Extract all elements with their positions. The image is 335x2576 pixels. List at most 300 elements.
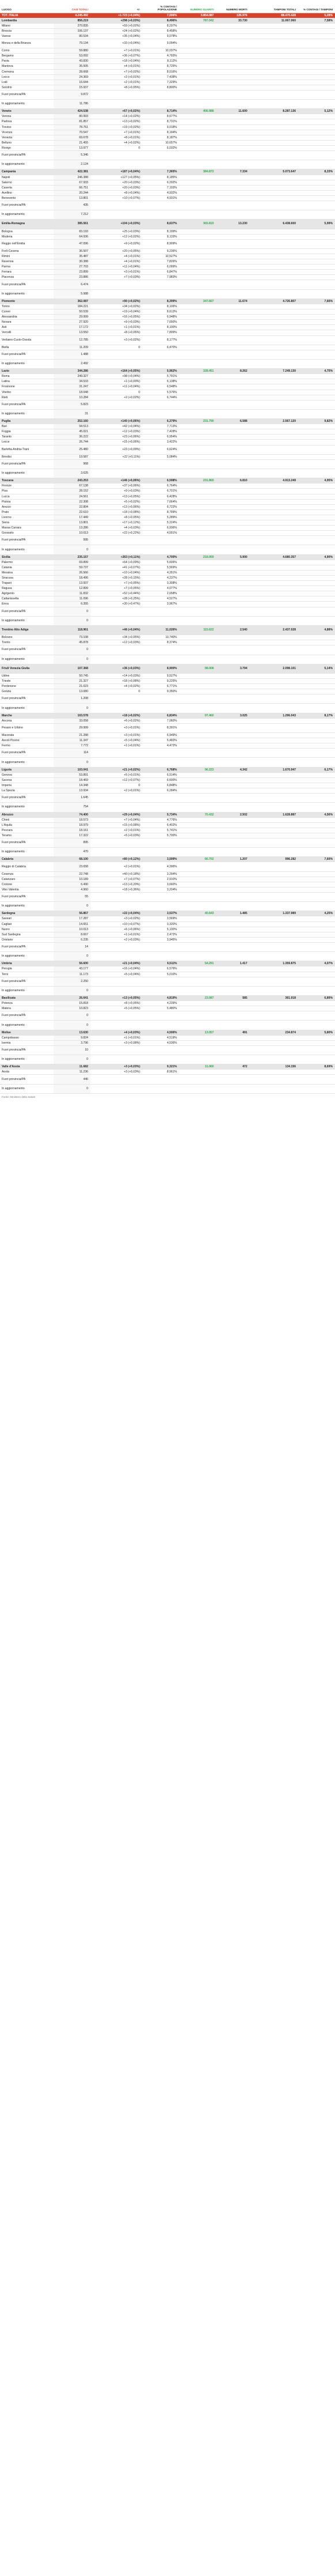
province-row[interactable] [0, 33, 335, 39]
province-row[interactable] [0, 916, 335, 921]
cell-cases: 6.474 [54, 280, 91, 289]
cell-delta: +29 (+0,04%) [91, 812, 142, 817]
province-row[interactable] [0, 640, 335, 645]
province-row[interactable] [0, 229, 335, 234]
province-row[interactable] [0, 607, 335, 616]
cell-swabs [250, 484, 298, 489]
province-row[interactable] [0, 409, 335, 418]
region-row[interactable] [0, 299, 335, 304]
cell-posrate [298, 248, 335, 254]
province-row[interactable] [0, 325, 335, 330]
region-row[interactable] [0, 812, 335, 817]
cell-posrate [298, 684, 335, 689]
province-row[interactable] [0, 454, 335, 459]
header-recovered[interactable]: NUMERO GUARITI [179, 0, 216, 13]
province-row[interactable] [0, 379, 335, 384]
province-row[interactable] [0, 718, 335, 723]
cell-place: Padova [0, 119, 54, 124]
cell-delta: +24 (+0,02%) [91, 28, 142, 33]
cell-posrate [298, 454, 335, 459]
cell-place: Bologna [0, 229, 54, 234]
cell-place: Cosenza [0, 871, 54, 877]
cell-per1000: 7,650% [142, 320, 179, 325]
cell-deaths [216, 54, 250, 59]
province-row[interactable] [0, 469, 335, 478]
province-row[interactable] [0, 39, 335, 48]
province-row[interactable] [0, 1011, 335, 1021]
cell-place: Siracusa [0, 576, 54, 581]
province-row[interactable] [0, 581, 335, 586]
cell-posrate: 9,82% [298, 419, 335, 424]
cell-posrate [298, 733, 335, 738]
province-row[interactable] [0, 135, 335, 140]
province-row[interactable] [0, 545, 335, 554]
province-row[interactable] [0, 817, 335, 822]
cell-posrate: 7,66% [298, 299, 335, 304]
province-row[interactable] [0, 254, 335, 259]
province-row[interactable] [0, 335, 335, 345]
province-row[interactable] [0, 90, 335, 99]
province-row[interactable] [0, 616, 335, 625]
region-row[interactable] [0, 369, 335, 374]
province-row[interactable] [0, 794, 335, 803]
region-row[interactable] [0, 713, 335, 718]
cell-swabs [250, 454, 298, 459]
province-row[interactable] [0, 704, 335, 713]
province-row[interactable] [0, 655, 335, 664]
header-posrate[interactable]: % CONTAGI / TAMPONI [298, 0, 335, 13]
region-row[interactable] [0, 419, 335, 424]
cell-recovered: 96.223 [179, 767, 216, 772]
region-row[interactable] [0, 109, 335, 114]
province-row[interactable] [0, 395, 335, 400]
cell-recovered [179, 893, 216, 902]
cell-cases: 235.157 [54, 554, 91, 560]
cell-recovered [179, 114, 216, 119]
province-row[interactable] [0, 309, 335, 315]
cell-swabs [250, 1040, 298, 1045]
cell-per1000: 5,606% [142, 560, 179, 565]
province-row[interactable] [0, 1070, 335, 1075]
cell-per1000: 10,657% [142, 140, 179, 145]
province-row[interactable] [0, 602, 335, 607]
cell-recovered [179, 499, 216, 504]
cell-delta: +146 (+0,06%) [91, 478, 142, 484]
province-row[interactable] [0, 596, 335, 602]
province-row[interactable] [0, 151, 335, 160]
province-row[interactable] [0, 586, 335, 591]
province-row[interactable] [0, 280, 335, 289]
province-row[interactable] [0, 986, 335, 995]
region-row[interactable] [0, 857, 335, 862]
province-row[interactable] [0, 684, 335, 689]
province-row[interactable] [0, 803, 335, 812]
cell-deaths [216, 817, 250, 822]
province-row[interactable] [0, 673, 335, 678]
province-row[interactable] [0, 445, 335, 454]
cell-deaths: 6.810 [216, 478, 250, 484]
region-row[interactable] [0, 625, 335, 634]
cell-delta: +164 (+0,05%) [91, 369, 142, 374]
province-row[interactable] [0, 733, 335, 738]
cell-posrate [298, 114, 335, 119]
cell-per1000 [142, 151, 179, 160]
cell-swabs [250, 565, 298, 570]
province-row[interactable] [0, 678, 335, 683]
cell-delta: +298 (+0,03%) [91, 18, 142, 23]
region-row[interactable] [0, 911, 335, 916]
cell-delta: +9 (+0,03%) [91, 489, 142, 494]
province-row[interactable] [0, 576, 335, 581]
province-row[interactable] [0, 195, 335, 201]
province-row[interactable] [0, 239, 335, 248]
province-row[interactable] [0, 942, 335, 951]
province-row[interactable] [0, 390, 335, 395]
cell-cases: 27.703 [54, 265, 91, 270]
province-row[interactable] [0, 289, 335, 299]
province-row[interactable] [0, 966, 335, 972]
province-row[interactable] [0, 175, 335, 180]
province-row[interactable] [0, 234, 335, 239]
cell-cases: 3.796 [54, 1040, 91, 1045]
province-row[interactable] [0, 862, 335, 871]
province-row[interactable] [0, 1045, 335, 1055]
province-row[interactable] [0, 1021, 335, 1030]
province-row[interactable] [0, 977, 335, 986]
province-row[interactable] [0, 1035, 335, 1040]
province-row[interactable] [0, 877, 335, 882]
cell-cases: 12.785 [54, 335, 91, 345]
cell-deaths [216, 1070, 250, 1075]
cell-swabs [250, 59, 298, 64]
province-row[interactable] [0, 259, 335, 265]
province-row[interactable] [0, 1006, 335, 1011]
region-row[interactable] [0, 554, 335, 560]
province-row[interactable] [0, 932, 335, 937]
region-row[interactable] [0, 169, 335, 175]
province-row[interactable] [0, 1001, 335, 1006]
province-row[interactable] [0, 119, 335, 124]
province-row[interactable] [0, 424, 335, 429]
cell-per1000 [142, 848, 179, 857]
cell-posrate [298, 234, 335, 239]
cell-cases: 31 [54, 409, 91, 418]
header-cases[interactable]: CASI TOTALI [54, 0, 91, 13]
province-row[interactable] [0, 738, 335, 743]
header-swabs[interactable]: TAMPONI TOTALI [250, 0, 298, 13]
cell-posrate [298, 952, 335, 961]
cell-place: Alessandria [0, 315, 54, 320]
cell-deaths [216, 607, 250, 616]
cell-recovered [179, 887, 216, 892]
region-row[interactable] [0, 478, 335, 484]
province-row[interactable] [0, 526, 335, 531]
province-row[interactable] [0, 384, 335, 390]
province-row[interactable] [0, 499, 335, 504]
cell-cases: 0 [54, 952, 91, 961]
province-row[interactable] [0, 210, 335, 220]
cell-delta: +3 (+0,01%) [91, 723, 142, 732]
cell-delta: +41 (+0,07%) [91, 565, 142, 570]
province-row[interactable] [0, 440, 335, 445]
province-row[interactable] [0, 515, 335, 520]
province-row[interactable] [0, 248, 335, 254]
cell-recovered: 384.873 [179, 169, 216, 175]
province-row[interactable] [0, 504, 335, 509]
cell-posrate [298, 678, 335, 683]
cell-place: Fuori provincia/PA [0, 794, 54, 803]
cell-place: Molise [0, 1030, 54, 1035]
cell-deaths [216, 921, 250, 927]
province-row[interactable] [0, 1055, 335, 1064]
province-row[interactable] [0, 59, 335, 64]
cell-swabs [250, 921, 298, 927]
cell-per1000 [142, 1021, 179, 1030]
cell-recovered [179, 429, 216, 435]
cell-cases: 106.137 [54, 28, 91, 33]
province-row[interactable] [0, 758, 335, 767]
cell-delta: +30 (+0,47%) [91, 602, 142, 607]
cell-place: Pesaro e Urbino [0, 723, 54, 732]
province-row[interactable] [0, 265, 335, 270]
cell-delta: +20 (+0,03%) [91, 185, 142, 190]
cell-delta [91, 758, 142, 767]
province-row[interactable] [0, 130, 335, 135]
cell-per1000: 7,713% [142, 424, 179, 429]
province-row[interactable] [0, 23, 335, 28]
province-row[interactable] [0, 330, 335, 335]
cell-posrate [298, 772, 335, 777]
cell-delta: +36 (+0,07%) [91, 54, 142, 59]
cell-swabs [250, 817, 298, 822]
cell-swabs: 5.073.647 [250, 169, 298, 175]
cell-per1000: 13,740% [142, 635, 179, 640]
province-row[interactable] [0, 80, 335, 85]
header-delta[interactable]: +/- [91, 0, 142, 13]
region-row[interactable] [0, 995, 335, 1000]
province-row[interactable] [0, 1040, 335, 1045]
province-row[interactable] [0, 320, 335, 325]
cell-deaths [216, 400, 250, 409]
cell-delta: +7 (+0,07%) [91, 877, 142, 882]
province-row[interactable] [0, 743, 335, 749]
province-row[interactable] [0, 54, 335, 59]
province-row[interactable] [0, 85, 335, 90]
province-row[interactable] [0, 972, 335, 977]
province-row[interactable] [0, 350, 335, 359]
province-row[interactable] [0, 887, 335, 892]
cell-cases: 27.920 [54, 320, 91, 325]
cell-place: Trentino Alto Adige [0, 625, 54, 634]
province-row[interactable] [0, 28, 335, 33]
province-row[interactable] [0, 459, 335, 469]
cell-per1000: 4,519% [142, 1035, 179, 1040]
cell-per1000: 7,983% [142, 275, 179, 280]
cell-per1000: 6,744% [142, 395, 179, 400]
cell-deaths: 8.262 [216, 369, 250, 374]
province-row[interactable] [0, 400, 335, 409]
province-row[interactable] [0, 937, 335, 942]
province-row[interactable] [0, 74, 335, 80]
cell-cases: 29.999 [54, 315, 91, 320]
province-row[interactable] [0, 270, 335, 275]
cell-recovered [179, 602, 216, 607]
cell-place: Fuori provincia/PA [0, 942, 54, 951]
province-row[interactable] [0, 902, 335, 911]
province-row[interactable] [0, 723, 335, 732]
province-row[interactable] [0, 275, 335, 280]
cell-posrate [298, 704, 335, 713]
province-row[interactable] [0, 315, 335, 320]
cell-delta: 0 [91, 345, 142, 350]
province-row[interactable] [0, 570, 335, 575]
cell-per1000 [142, 1045, 179, 1055]
header-deaths[interactable]: NUMERO MORTI [216, 0, 250, 13]
province-row[interactable] [0, 749, 335, 758]
cell-deaths [216, 749, 250, 758]
province-row[interactable] [0, 69, 335, 74]
province-row[interactable] [0, 822, 335, 828]
region-row[interactable] [0, 220, 335, 229]
province-row[interactable] [0, 509, 335, 515]
province-row[interactable] [0, 201, 335, 210]
province-row[interactable] [0, 185, 335, 190]
cell-place: In aggiornamento [0, 952, 54, 961]
province-row[interactable] [0, 838, 335, 847]
province-row[interactable] [0, 64, 335, 69]
cell-swabs [250, 201, 298, 210]
province-row[interactable] [0, 520, 335, 525]
cell-cases: 11.786 [54, 100, 91, 109]
cell-per1000: 8,800% [142, 85, 179, 90]
cell-delta [91, 350, 142, 359]
cell-place: Fuori provincia/PA [0, 350, 54, 359]
province-row[interactable] [0, 565, 335, 570]
cell-deaths: 126.976 [216, 13, 250, 18]
cell-recovered [179, 783, 216, 788]
province-row[interactable] [0, 893, 335, 902]
cell-posrate [298, 526, 335, 531]
cell-delta: +5 (+0,04%) [91, 972, 142, 977]
cell-deaths: 585 [216, 995, 250, 1000]
province-row[interactable] [0, 180, 335, 185]
cell-swabs [250, 80, 298, 85]
province-row[interactable] [0, 100, 335, 109]
cell-swabs [250, 645, 298, 655]
province-row[interactable] [0, 833, 335, 838]
cell-recovered [179, 723, 216, 732]
province-row[interactable] [0, 635, 335, 640]
province-row[interactable] [0, 952, 335, 961]
cell-delta: +1 (+0,01%) [91, 743, 142, 749]
cell-recovered [179, 229, 216, 234]
province-row[interactable] [0, 777, 335, 783]
cell-recovered [179, 576, 216, 581]
region-row[interactable] [0, 961, 335, 966]
header-place[interactable]: LUOGO [0, 0, 54, 13]
cell-posrate [298, 145, 335, 150]
province-row[interactable] [0, 694, 335, 704]
cell-swabs [250, 822, 298, 828]
province-row[interactable] [0, 783, 335, 788]
cell-per1000 [142, 289, 179, 299]
province-row[interactable] [0, 359, 335, 368]
province-row[interactable] [0, 788, 335, 794]
province-row[interactable] [0, 114, 335, 119]
region-row[interactable] [0, 18, 335, 23]
province-row[interactable] [0, 484, 335, 489]
cell-delta: +127 (+0,05%) [91, 175, 142, 180]
cell-delta: +9 (+0,02%) [91, 239, 142, 248]
province-row[interactable] [0, 435, 335, 440]
province-row[interactable] [0, 429, 335, 435]
cell-delta: +5 (+0,03%) [91, 833, 142, 838]
cell-deaths [216, 151, 250, 160]
cell-delta: +25 (+0,03%) [91, 229, 142, 234]
total-row[interactable] [0, 13, 335, 18]
province-row[interactable] [0, 374, 335, 379]
province-row[interactable] [0, 489, 335, 494]
cell-delta: +21 (+0,02%) [91, 767, 142, 772]
province-row[interactable] [0, 48, 335, 54]
province-row[interactable] [0, 536, 335, 545]
cell-per1000: 4,931% [142, 195, 179, 201]
province-row[interactable] [0, 1084, 335, 1093]
cell-swabs [250, 185, 298, 190]
province-row[interactable] [0, 848, 335, 857]
province-row[interactable] [0, 689, 335, 694]
province-row[interactable] [0, 591, 335, 596]
cell-place: Fuori provincia/PA [0, 977, 54, 986]
region-row[interactable] [0, 1064, 335, 1070]
province-row[interactable] [0, 772, 335, 777]
cell-posrate [298, 927, 335, 932]
header-per1000[interactable]: % CONTAGI / POPOLAZIONE [142, 0, 179, 13]
province-row[interactable] [0, 304, 335, 309]
province-row[interactable] [0, 531, 335, 536]
region-row[interactable] [0, 664, 335, 673]
cell-recovered [179, 902, 216, 911]
province-row[interactable] [0, 345, 335, 350]
cell-delta [91, 1045, 142, 1055]
province-row[interactable] [0, 494, 335, 499]
cell-delta [91, 210, 142, 220]
cell-place: In aggiornamento [0, 289, 54, 299]
province-row[interactable] [0, 927, 335, 932]
cell-cases: 53.891 [54, 772, 91, 777]
cell-delta: +1 (+0,01%) [91, 325, 142, 330]
province-row[interactable] [0, 140, 335, 145]
province-row[interactable] [0, 160, 335, 169]
province-row[interactable] [0, 645, 335, 655]
province-row[interactable] [0, 1075, 335, 1084]
cell-place: Firenze [0, 484, 54, 489]
province-row[interactable] [0, 145, 335, 150]
region-row[interactable] [0, 767, 335, 772]
cell-per1000: 6,764% [142, 484, 179, 489]
province-row[interactable] [0, 882, 335, 887]
cell-swabs [250, 877, 298, 882]
cell-cases: 43.830 [54, 59, 91, 64]
province-row[interactable] [0, 190, 335, 195]
province-row[interactable] [0, 871, 335, 877]
province-row[interactable] [0, 560, 335, 565]
cell-deaths [216, 350, 250, 359]
province-row[interactable] [0, 921, 335, 927]
province-row[interactable] [0, 828, 335, 833]
province-row[interactable] [0, 124, 335, 130]
region-row[interactable] [0, 1030, 335, 1035]
